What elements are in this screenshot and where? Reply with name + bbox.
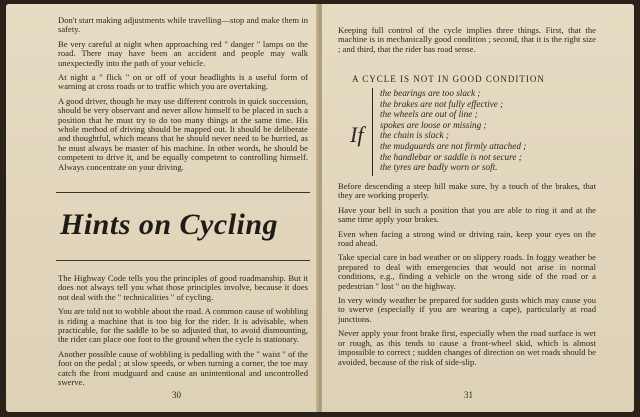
condition-item: the wheels are out of line ; [380, 109, 478, 120]
condition-list [380, 88, 526, 173]
paragraph: In very windy weather be prepared for sudden gusts which may cause you to swerve (especially if you are wearing a cape), particularly at road junctions. [338, 295, 596, 324]
condition-item: the bearings are too slack ; [380, 88, 481, 98]
page-number: 30 [172, 390, 181, 400]
section-title: Hints on Cycling [60, 208, 279, 241]
right-intro-text [338, 26, 596, 59]
condition-item: the chain is slack ; [380, 130, 449, 141]
left-page [6, 4, 318, 412]
paragraph: Have your bell in such a position that you are able to ring it and at the same time apply your brakes. [338, 204, 596, 225]
condition-item: spokes are loose or missing ; [380, 119, 487, 130]
section-divider-top [56, 192, 310, 193]
paragraph: Keeping full control of the cycle implies three things. First, that the machine is in mechanically good condition ; second, that it is the right size ; and third, that the rider has road sense. [338, 25, 596, 54]
right-body-text [338, 182, 596, 372]
left-section-text [58, 274, 308, 392]
paragraph: Another possible cause of wobbling is pedalling with the " waist " of the foot on the pedal ; at slow speeds, or when turning a corner, the toe may catch the front mudguard and cause an unintentional and uncontrolled swerve. [58, 348, 308, 388]
book-spread [6, 4, 634, 412]
condition-item: the handlebar or saddle is not secure ; [380, 151, 522, 162]
paragraph: A good driver, though he may use different controls in quick succession, should be very observant and never allow himself to be placed in such a position that he must try to do too many things at the same time. His whole method of driving should be mapped out. It should be deliberate and thoughtful, which means that he should never need to be hurried, as he must always be master of his machine. In other words, he should be competent to drive it, and be equally competent to controlling himself. Always concentrate on your driving. [58, 95, 308, 172]
left-intro-text [58, 16, 308, 177]
right-page [322, 4, 634, 412]
paragraph: At night a " flick " on or off of your headlights is a useful form of warning at cross roads or to traffic which you are overtaking. [58, 72, 308, 92]
page-number: 31 [464, 390, 473, 400]
paragraph: You are told not to wobble about the road. A common cause of wobbling is riding a machine that is too big for the rider. It is advisable, when practicable, for the saddle to be so adjusted that, to avoid dismounting, the rider can place one foot to the ground when the cycle is stationary. [58, 306, 308, 345]
section-heading: A CYCLE IS NOT IN GOOD CONDITION [352, 74, 545, 84]
condition-item: the brakes are not fully effective ; [380, 98, 504, 109]
paragraph: Never apply your front brake first, especially when the road surface is wet or rough, as this tends to cause a front-wheel skid, which is almost impossible to correct ; sudden changes of direction on wet roads should be avoided, because of the risk of side-slip. [338, 328, 596, 367]
paragraph: The Highway Code tells you the principles of good roadmanship. But it does not always tell you what those principles involve, because it does not deal with the " technicalities " of cycling. [58, 273, 308, 302]
condition-item: the tyres are badly worn or soft. [380, 162, 498, 173]
paragraph: Even when facing a strong wind or driving rain, keep your eyes on the road ahead. [338, 228, 596, 249]
condition-item: the mudguards are not firmly attached ; [380, 140, 527, 151]
if-word: If [350, 122, 364, 147]
paragraph: Before descending a steep hill make sure, by a touch of the brakes, that they are working properly. [338, 181, 596, 201]
paragraph: Be very careful at night when approaching red " danger " lamps on the road. There may have been an accident and people may walk unexpectedly into the path of your vehicle. [58, 38, 308, 68]
paragraph: Don't start making adjustments while travelling—stop and make them in safety. [58, 15, 308, 35]
condition-brace [372, 88, 373, 176]
paragraph: Take special care in bad weather or on slippery roads. In foggy weather be prepared to deal with emergencies that would not arise in normal conditions, e.g., finding a vehicle on the wrong side of the road or a pedestrian " lost " on the highway. [338, 252, 596, 291]
section-divider-bottom [56, 260, 310, 261]
